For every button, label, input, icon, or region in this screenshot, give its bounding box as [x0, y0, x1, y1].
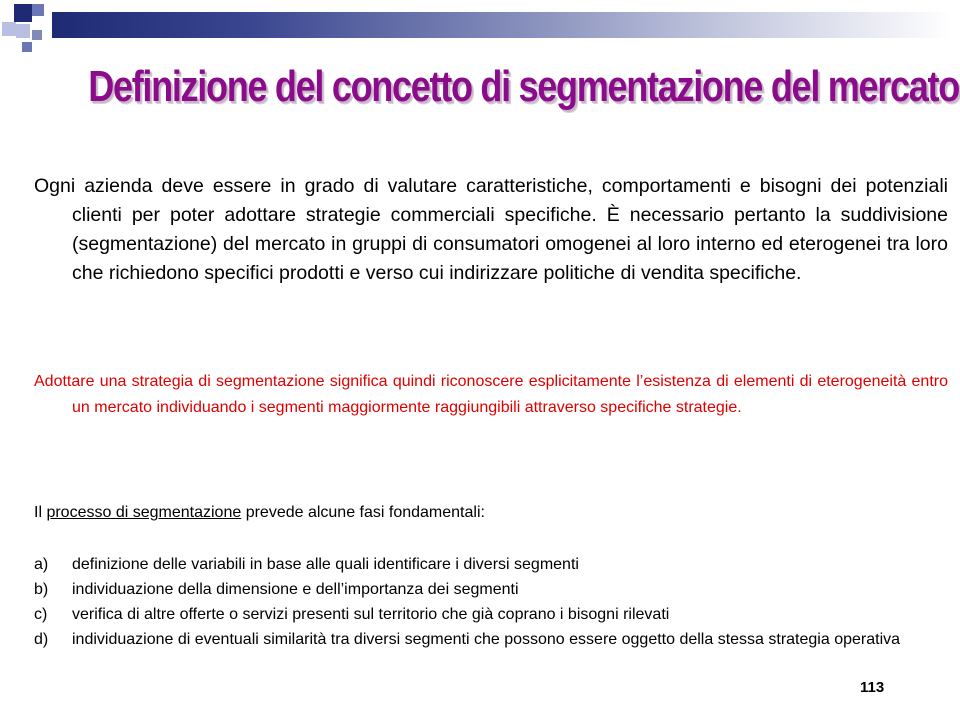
list-item	[34, 577, 910, 602]
paragraph-intro: Ogni azienda deve essere in grado di valutare caratteristiche, comportamenti e bisogni dei potenziali clienti per poter adottare strategie commerciali specifiche. È necessario pertanto la suddivisione (segmentazione) del mercato in gruppi di consumatori omogenei al loro interno ed eterogenei tra loro che richiedono specifici prodotti e verso cui indirizzare politiche di vendita specifiche.	[34, 175, 948, 284]
list-item-text: individuazione della dimensione e dell’importanza dei segmenti	[72, 581, 519, 598]
list-item-text: verifica di altre offerte o servizi presenti sul territorio che già coprano i bisogni rilevati	[72, 606, 670, 623]
process-steps-list	[34, 552, 910, 652]
deco-square	[32, 30, 42, 40]
list-item	[34, 552, 910, 577]
header-gradient-band	[52, 12, 952, 38]
list-item	[34, 602, 910, 627]
deco-square	[22, 42, 32, 52]
process-intro-prefix: Il	[34, 504, 42, 521]
deco-square	[32, 4, 44, 16]
slide-title: Definizione del concetto di segmentazione del mercato	[88, 62, 959, 111]
list-marker: a)	[34, 556, 49, 573]
list-item	[34, 627, 910, 652]
deco-square	[14, 4, 32, 22]
deco-square	[2, 22, 16, 36]
list-marker: c)	[34, 606, 48, 623]
list-item-text: definizione delle variabili in base alle quali identificare i diversi segmenti	[72, 556, 579, 573]
page-number: 113	[860, 679, 885, 696]
corner-decoration	[0, 0, 960, 60]
process-intro	[34, 500, 910, 526]
process-link-text: processo di segmentazione	[46, 504, 242, 521]
paragraph-highlight: Adottare una strategia di segmentazione significa quindi riconoscere esplicitamente l’esistenza di elementi di eterogeneità entro un mercato individuando i segmenti maggiormente raggiungibili attraverso specifiche strategie.	[34, 373, 948, 416]
deco-square	[16, 24, 30, 38]
process-intro-suffix: prevede alcune fasi fondamentali:	[245, 504, 485, 521]
list-item-text: individuazione di eventuali similarità tra diversi segmenti che possono essere oggetto della stessa strategia operativa	[72, 631, 901, 648]
list-marker: d)	[34, 631, 49, 648]
list-marker: b)	[34, 581, 49, 598]
